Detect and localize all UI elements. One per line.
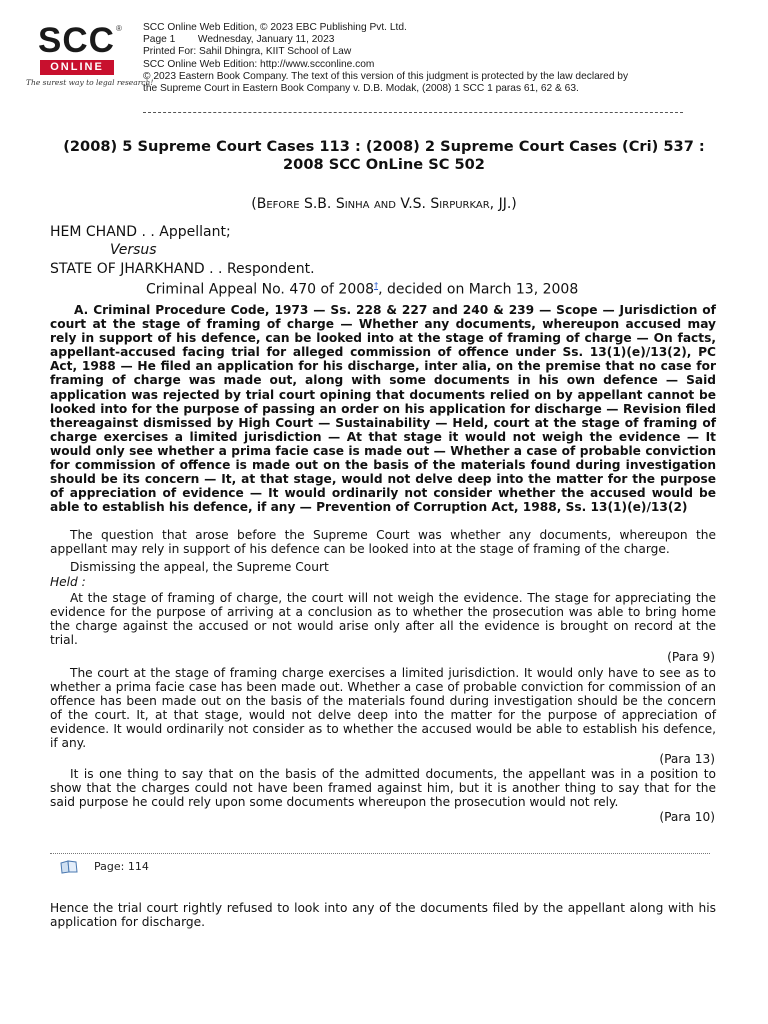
respondent: STATE OF JHARKHAND . . Respondent. — [50, 261, 315, 277]
citation-title — [40, 138, 728, 174]
case-number — [146, 277, 578, 299]
versus: Versus — [110, 242, 157, 258]
logo-registered-mark: ® — [116, 24, 122, 33]
page-break-divider — [50, 853, 710, 854]
citation-line-2: 2008 SCC OnLine SC 502 — [283, 156, 485, 173]
held-paragraph-3: It is one thing to say that on the basis of the admitted documents, the appellant was in a position to show that the charges could not have been framed against him, but it is another thing to say that for the said purpose he could rely upon some documents whereupon the prosecution would not rely. — [50, 767, 716, 810]
header-divider — [143, 112, 683, 113]
header-printed-for: Printed For: Sahil Dhingra, KIIT School of Law — [143, 46, 352, 58]
appellant: HEM CHAND . . Appellant; — [50, 224, 231, 240]
closing-paragraph: Hence the trial court rightly refused to look into any of the documents filed by the appellant along with his application for discharge. — [50, 901, 716, 930]
held-paragraph-1: At the stage of framing of charge, the court will not weigh the evidence. The stage for appreciating the evidence for the purpose of arriving at a conclusion as to whether the prosecution was able to bring home the charge against the accused or not would arise only after all the evidence is brought on record at the trial. — [50, 591, 716, 648]
held-paragraph-2: The court at the stage of framing charge exercises a limited jurisdiction. It would only have to see as to whether a prima facie case has been made out. Whether a case of probable conviction for commission of an offence has been made out on the basis of the materials found during investigation should be the concern of the court. It, at that stage, would not delve deep into the matter for the purpose of appreciation of evidence. It would ordinarily not consider as to whether the accused would be able to establish his defence, if any. — [50, 666, 716, 751]
page-marker-label: Page: 114 — [94, 860, 149, 873]
citation-line-1: (2008) 5 Supreme Court Cases 113 : (2008) 2 Supreme Court Cases (Cri) 537 : — [63, 138, 705, 155]
question-paragraph: The question that arose before the Supreme Court was whether any documents, whereupon the appellant may rely in support of his defence can be looked into at the stage of framing of the charge. — [50, 528, 716, 557]
held-label: Held : — [50, 575, 86, 589]
decision-date: , decided on March 13, 2008 — [378, 281, 579, 298]
case-number-text: Criminal Appeal No. 470 of 2008 — [146, 281, 375, 298]
para-ref-13: (Para 13) — [659, 752, 715, 766]
logo-tagline: The surest way to legal research! — [26, 78, 154, 87]
logo-online-band: ONLINE — [40, 60, 114, 75]
header-page-date: Page 1 Wednesday, January 11, 2023 — [143, 34, 335, 46]
bench-text: (Before S.B. Sinha and V.S. Sirpurkar, JJ.) — [251, 196, 517, 212]
headnote: A. Criminal Procedure Code, 1973 — Ss. 228 & 227 and 240 & 239 — Scope — Jurisdiction of court at the stage of framing of charge — Whether any documents, whereupon accused may rely in support of his defence, can be looked into at the stage of framing of charge — On facts, appellant-accused facing trial for alleged commission of offence under Ss. 13(1)(e)/13(2), PC Act, 1988 — He filed an application for his discharge, inter alia, on the premise that no case for framing of charge was made out, along with some documents in his own defence — Said application was rejected by trial court opining that documents relied on by appellant cannot be looked into for the purpose of passing an order on his application for discharge — Revision filed thereagainst dismissed by High Court — Sustainability — Held, court at the stage of framing of charge exercises a limited jurisdiction — At that stage it would not weigh the evidence — It would only see whether a prima facie case is made out — Whether a case of probable conviction for commission of offence is made out on the basis of the materials found during investigation should be its concern — It, at that stage, would not delve deep into the matter for the purpose of appreciation of evidence — It would ordinarily not consider whether the accused would be able to establish his defence, if any — Prevention of Corruption Act, 1988, Ss. 13(1)(e)/13(2) — [50, 303, 716, 515]
dismissing-line: Dismissing the appeal, the Supreme Court — [70, 560, 329, 574]
header-edition: SCC Online Web Edition, © 2023 EBC Publishing Pvt. Ltd. — [143, 22, 407, 33]
header-website: SCC Online Web Edition: http://www.scconline.com — [143, 58, 375, 70]
bench — [40, 195, 728, 213]
print-header — [143, 22, 703, 95]
header-copyright: © 2023 Eastern Book Company. The text of this version of this judgment is protected by the law declared by the Supreme Court in Eastern Book Company v. D.B. Modak, (2008) 1 SCC 1 paras 61, 62 & 63. — [143, 70, 629, 95]
para-ref-10: (Para 10) — [659, 810, 715, 824]
book-icon — [60, 860, 78, 874]
footnote-link[interactable]: † — [374, 281, 379, 290]
para-ref-9: (Para 9) — [667, 650, 715, 664]
logo-brand: SCC — [38, 21, 115, 60]
scc-online-logo — [26, 21, 154, 94]
